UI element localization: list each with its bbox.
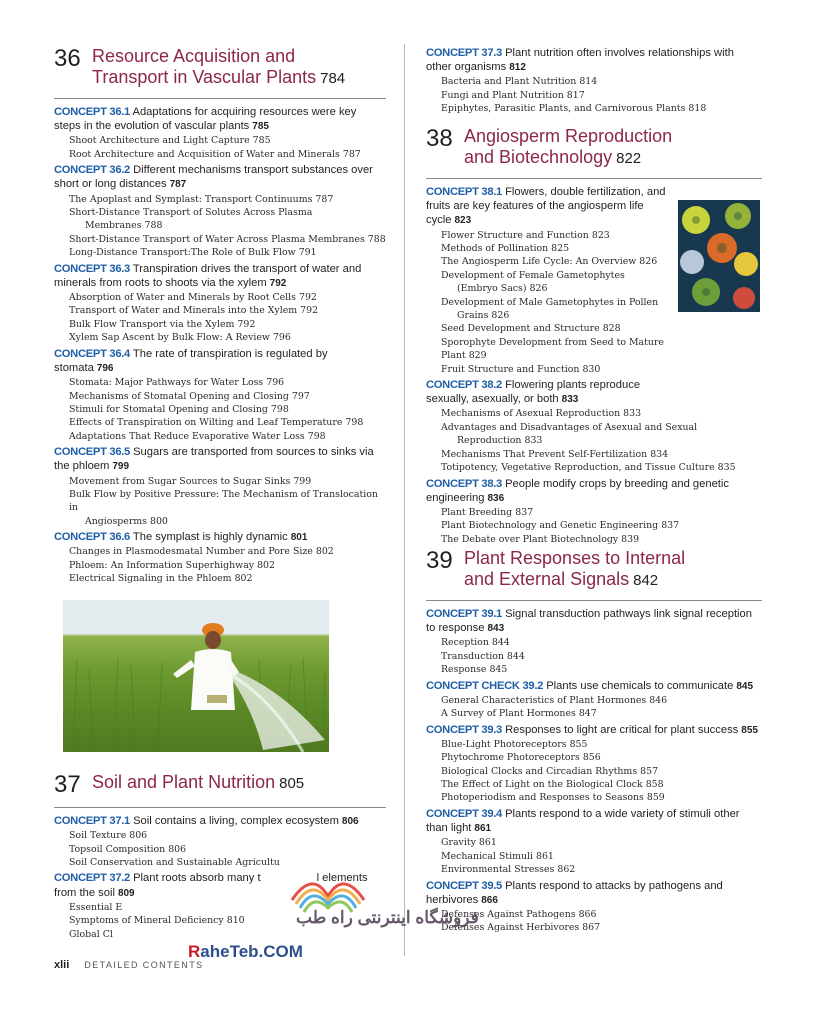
subtopic-entry (54, 430, 386, 443)
subtopic-title: Bulk Flow by Positive Pressure: The Mechanism of Translocation in (69, 488, 378, 514)
subtopic-page: 806 (129, 830, 148, 842)
subtopic-page: 844 (491, 637, 510, 649)
concept-page: 806 (341, 816, 359, 827)
subtopic-entry (426, 863, 762, 876)
subtopic-page: 856 (582, 752, 601, 764)
concept-title: Transpiration drives the transport of water and minerals from roots to shoots via the xylem (54, 262, 362, 289)
subtopic-title: Movement from Sugar Sources to Sugar Sinks (69, 475, 291, 487)
subtopic-title: Mechanisms That Prevent Self-Fertilization (441, 448, 648, 460)
chapter-heading (426, 548, 762, 591)
subtopic-title: Symptoms of Mineral Deficiency (69, 915, 224, 927)
chapter-rule (426, 600, 762, 601)
subtopic-page: 796 (266, 377, 285, 389)
concept-entry (426, 723, 762, 738)
concept-label: CONCEPT 38.3 (426, 477, 502, 490)
subtopic-title: Soil Texture (69, 830, 127, 842)
subtopic-page: 858 (645, 779, 664, 791)
watermark-url-initial: R (188, 942, 201, 961)
subtopic-page: 829 (468, 350, 487, 362)
subtopic-page: 800 (150, 515, 168, 527)
subtopic-page: 785 (252, 135, 271, 147)
chapter-page: 805 (279, 775, 305, 792)
subtopic-page: 799 (293, 475, 312, 487)
concept-title: Adaptations for acquiring resources were key steps in the evolution of vascular plants (54, 106, 357, 133)
chapter-title (92, 46, 345, 89)
subtopic-title: Methods of Pollination (441, 243, 549, 255)
concept-title: Responses to light are critical for plant success (505, 723, 739, 736)
subtopic-entry (54, 134, 386, 147)
concept-title: Plant nutrition often involves relationships with other organisms (426, 47, 734, 74)
subtopic-entry (54, 843, 386, 856)
concept-page: 833 (561, 394, 579, 406)
chapter-title-last-line (464, 147, 672, 169)
subtopic-entry (54, 304, 386, 317)
concept-label: CONCEPT 36.3 (54, 262, 130, 275)
subtopic-page: 814 (579, 76, 598, 88)
subtopic-title: Advantages and Disadvantages of Asexual and Sexual (441, 421, 698, 433)
subtopic-continuation (69, 515, 386, 528)
subtopic-title: General Characteristics of Plant Hormones (441, 694, 647, 706)
subtopic-entry (426, 89, 762, 102)
chapter-rule (426, 178, 762, 179)
concept-37-3-block (426, 44, 762, 116)
subtopic-title: Plant Biotechnology and Genetic Engineering (441, 520, 659, 532)
footer-label: DETAILED CONTENTS (84, 960, 204, 970)
subtopic-entry (426, 778, 762, 791)
subtopic-entry (54, 318, 386, 331)
subtopic-title: Phloem: An Information Superhighway (69, 559, 255, 571)
chapter-36-block (54, 46, 386, 586)
subtopic-title: Mechanisms of Asexual Reproduction (441, 408, 621, 420)
concept-entry (54, 262, 386, 291)
subtopic-entry (426, 650, 762, 663)
concept-page: 823 (454, 215, 472, 227)
subtopic-entry (426, 791, 762, 804)
concept-page: 785 (252, 121, 269, 133)
concept-page: 799 (112, 461, 130, 473)
chapter-page: 822 (616, 150, 642, 167)
subtopic-page: 839 (621, 533, 640, 545)
concept-label: CONCEPT 36.2 (54, 164, 130, 177)
chapter-39-block (426, 548, 762, 935)
subtopic-page: 823 (591, 229, 610, 241)
subtopic-title: Shoot Architecture and Light Capture (69, 135, 250, 147)
chapter-38-block (426, 126, 762, 546)
subtopic-page: 857 (640, 765, 659, 777)
subtopic-title: Environmental Stresses (441, 864, 555, 876)
subtopic-title: Response (441, 664, 487, 676)
subtopic-title: Topsoil Composition (69, 843, 166, 855)
chapter-rule (54, 98, 386, 99)
concept-title: Soil contains a living, complex ecosystem (133, 815, 339, 827)
concept-title: Plants respond to attacks by pathogens and herbivores (426, 879, 723, 906)
subtopic-entry (54, 233, 386, 246)
chapter-heading (54, 772, 386, 798)
concept-page: 796 (96, 362, 114, 374)
subtopic-title: Bulk Flow Transport via the Xylem (69, 318, 235, 330)
subtopic-page: 798 (270, 403, 289, 415)
subtopic-page: 866 (578, 908, 597, 920)
chapter-title-line: Resource Acquisition and (92, 46, 296, 66)
subtopic-title: Electrical Signaling in the Phloem (69, 573, 232, 585)
subtopic-title: Mechanisms of Stomatal Opening and Closing (69, 390, 289, 402)
concept-label: CONCEPT 37.2 (54, 872, 130, 885)
concept-entry (426, 185, 674, 229)
subtopic-page: 818 (688, 103, 707, 115)
subtopic-title: Defenses Against Pathogens (441, 908, 576, 920)
subtopic-title: Seed Development and Structure (441, 323, 600, 335)
concept-label: CONCEPT 39.5 (426, 879, 502, 892)
subtopic-page: 802 (257, 559, 275, 571)
subtopic-entry (426, 519, 762, 532)
concept-page: 845 (736, 680, 754, 692)
subtopic-title: Mechanical Stimuli (441, 850, 533, 862)
concept-page: 801 (290, 532, 308, 544)
subtopic-entry (426, 242, 689, 255)
subtopic-entry (426, 269, 689, 296)
concept-label: CONCEPT 36.6 (54, 531, 130, 544)
chapter-title-last-line (92, 67, 345, 89)
concept-label: CONCEPT 38.2 (426, 379, 502, 392)
chapter-number: 38 (426, 125, 453, 152)
subtopic-entry (54, 148, 386, 161)
subtopic-page: 826 (529, 283, 548, 295)
subtopic-title: Fungi and Plant Nutrition (441, 89, 564, 101)
subtopic-title: Adaptations That Reduce Evaporative Water Loss (69, 430, 305, 442)
subtopic-page: 859 (646, 792, 665, 804)
concept-entry (426, 378, 674, 407)
subtopic-entry (426, 533, 762, 546)
subtopic-entry (54, 403, 386, 416)
subtopic-page: 830 (582, 363, 601, 375)
subtopic-page: 791 (298, 247, 317, 259)
subtopic-page: 797 (291, 390, 310, 402)
subtopic-title: The Angiosperm Life Cycle: An Overview (441, 256, 637, 268)
subtopic-entry (426, 694, 762, 707)
subtopic-entry (54, 376, 386, 389)
subtopic-entry (426, 506, 762, 519)
subtopic-page: 792 (298, 292, 317, 304)
subtopic-title: Sporophyte Development from Seed to Mature Plant (441, 336, 664, 362)
chapter-title (92, 772, 304, 794)
concept-title: Plants respond to a wide variety of stimuli other than light (426, 807, 740, 835)
subtopic-title: Photoperiodism and Responses to Seasons (441, 792, 644, 804)
concept-label: CONCEPT 37.3 (426, 47, 502, 59)
subtopic-page: 810 (226, 915, 245, 927)
concept-entry (54, 530, 386, 545)
subtopic-page: 828 (602, 323, 621, 335)
subtopic-page: 845 (489, 664, 508, 676)
watermark-url (188, 942, 303, 962)
subtopic-title: Totipotency, Vegetative Reproduction, and Tissue Culture (441, 462, 715, 474)
subtopic-entry (426, 836, 762, 849)
subtopic-page: 826 (491, 310, 510, 322)
chapter-number: 39 (426, 547, 453, 574)
subtopic-continuation-text: Grains (457, 310, 489, 322)
concept-title: Plant roots absorb many t (133, 872, 261, 885)
subtopic-title: The Debate over Plant Biotechnology (441, 533, 619, 545)
concept-label: CONCEPT 39.3 (426, 723, 502, 736)
chapter-title-line: Plant Responses to Internal (464, 548, 686, 568)
subtopic-title: The Apoplast and Symplast: Transport Continuums (69, 193, 313, 205)
subtopic-continuation (441, 434, 762, 447)
subtopic-page: 798 (307, 430, 326, 442)
subtopic-title: Phytochrome Photoreceptors (441, 752, 580, 764)
subtopic-page: 792 (237, 318, 256, 330)
subtopic-entry (426, 322, 689, 335)
subtopic-entry (54, 416, 386, 429)
subtopic-page: 787 (342, 148, 361, 160)
farmer-field-photo (63, 600, 329, 752)
concept-entry (54, 814, 386, 829)
subtopic-continuation-text: (Embryo Sacs) (457, 283, 527, 295)
subtopic-entry (426, 707, 762, 720)
subtopic-page: 861 (478, 837, 497, 849)
chapter-heading (54, 46, 386, 89)
concept-page: 792 (269, 277, 287, 289)
chapter-title (464, 548, 685, 591)
chapter-title-line: Angiosperm Reproduction (464, 126, 673, 146)
concept-title: Flowering plants reproduce sexually, asexually, or both (426, 379, 641, 406)
concept-entry (54, 347, 386, 376)
subtopic-title: Stomata: Major Pathways for Water Loss (69, 377, 264, 389)
subtopic-entry (426, 363, 689, 376)
subtopic-page: 837 (661, 520, 680, 532)
subtopic-page: 826 (639, 256, 658, 268)
concept-entry (426, 477, 762, 506)
concept-page: 809 (117, 887, 135, 899)
subtopic-page: 787 (315, 193, 334, 205)
subtopic-title: Short-Distance Transport of Solutes Across Plasma (69, 207, 313, 219)
subtopic-page: 802 (234, 573, 253, 585)
subtopic-page: 817 (566, 89, 585, 101)
subtopic-title: Transport of Water and Minerals into the Xylem (69, 305, 298, 317)
chapter-heading (426, 126, 762, 169)
subtopic-page: 847 (578, 708, 597, 720)
subtopic-continuation (441, 282, 689, 295)
subtopic-entry (54, 206, 386, 233)
subtopic-page: 825 (551, 243, 570, 255)
subtopic-entry (426, 407, 762, 420)
subtopic-page: 846 (649, 694, 668, 706)
concept-entry (426, 46, 762, 75)
concept-label: CONCEPT CHECK 39.2 (426, 679, 544, 692)
subtopic-page: 833 (623, 408, 642, 420)
concept-title: Sugars are transported from sources to sinks via the phloem (54, 446, 374, 473)
subtopic-entry (426, 636, 762, 649)
subtopic-entry (426, 751, 762, 764)
subtopic-title: Short-Distance Transport of Water Across Plasma Membranes (69, 233, 365, 245)
concept-title: The rate of transpiration is regulated by stomata (54, 347, 328, 374)
subtopic-entry (54, 246, 386, 259)
concept-page: 836 (487, 492, 505, 504)
subtopic-entry (426, 850, 762, 863)
subtopic-title: Transduction (441, 650, 504, 662)
subtopic-entry (54, 390, 386, 403)
subtopic-entry (426, 421, 762, 448)
concept-label: CONCEPT 36.4 (54, 347, 130, 360)
subtopic-page: 788 (367, 233, 386, 245)
subtopic-entry (426, 738, 762, 751)
chapter-title-line: Soil and Plant Nutrition (92, 772, 276, 792)
subtopic-continuation (69, 219, 386, 232)
subtopic-entry (426, 229, 689, 242)
concept-label: CONCEPT 39.1 (426, 608, 502, 620)
subtopic-page: 861 (536, 850, 554, 862)
chapter-title (464, 126, 672, 169)
subtopic-title: Xylem Sap Ascent by Bulk Flow: A Review (69, 332, 270, 344)
subtopic-title: Flower Structure and Function (441, 229, 589, 241)
subtopic-title: Gravity (441, 837, 476, 849)
concept-title: The symplast is highly dynamic (132, 531, 288, 544)
subtopic-title: Soil Conservation and Sustainable Agricultu (69, 857, 280, 869)
concept-entry (426, 879, 762, 908)
concept-entry (54, 163, 386, 192)
subtopic-entry (54, 475, 386, 488)
subtopic-page: 835 (717, 462, 736, 474)
concept-label: CONCEPT 38.1 (426, 186, 502, 198)
subtopic-entry (54, 193, 386, 206)
subtopic-title: Epiphytes, Parasitic Plants, and Carnivorous Plants (441, 103, 686, 115)
subtopic-title: Global Cl (69, 928, 113, 940)
chapter-page: 784 (320, 70, 346, 87)
subtopic-continuation-text: Membranes (85, 220, 142, 232)
subtopic-entry (426, 102, 762, 115)
subtopic-entry (426, 75, 762, 88)
subtopic-title: A Survey of Plant Hormones (441, 708, 576, 720)
subtopic-entry (54, 829, 386, 842)
subtopic-entry (426, 448, 762, 461)
concept-title-tail: l elements from the soil (54, 872, 368, 899)
concept-label: CONCEPT 36.5 (54, 446, 130, 459)
subtopic-entry (54, 331, 386, 344)
subtopic-page: 834 (650, 448, 669, 460)
subtopic-page: 837 (515, 506, 534, 518)
subtopic-title: Effects of Transpiration on Wilting and Leaf Temperature (69, 417, 343, 429)
subtopic-entry (426, 336, 689, 363)
chapter-number: 37 (54, 771, 81, 798)
subtopic-entry (54, 559, 386, 572)
subtopic-title: Long-Distance Transport:The Role of Bulk Flow (69, 247, 296, 259)
subtopic-title: Bacteria and Plant Nutrition (441, 76, 577, 88)
subtopic-page: 844 (506, 650, 525, 662)
chapter-title-last-line (464, 569, 685, 591)
subtopic-title: Blue-Light Photoreceptors (441, 738, 567, 750)
subtopic-page: 867 (582, 922, 601, 934)
page-footer (54, 959, 204, 971)
concept-entry (54, 105, 386, 134)
subtopic-page: 855 (569, 738, 588, 750)
concept-label: CONCEPT 36.1 (54, 106, 130, 118)
concept-page: 843 (487, 623, 505, 635)
concept-page: 861 (474, 823, 492, 835)
concept-entry (426, 607, 762, 636)
subtopic-page: 792 (300, 305, 319, 317)
concept-entry (426, 807, 762, 836)
subtopic-continuation-text: Reproduction (457, 435, 522, 447)
concept-entry (426, 679, 762, 694)
subtopic-entry (54, 488, 386, 528)
subtopic-page: 806 (168, 843, 187, 855)
subtopic-page: 802 (315, 546, 334, 558)
watermark-persian-text: فروشگاه اینترنتی راه طب (296, 908, 479, 927)
subtopic-page: 833 (524, 435, 543, 447)
subtopic-title: Changes in Plasmodesmatal Number and Pore Size (69, 546, 313, 558)
concept-title: Signal transduction pathways link signal reception to response (426, 608, 752, 635)
footer-page-number: xlii (54, 959, 70, 971)
subtopic-title: Absorption of Water and Minerals by Root Cells (69, 292, 296, 304)
subtopic-entry (426, 296, 689, 323)
subtopic-page: 798 (345, 417, 364, 429)
column-divider (404, 44, 405, 956)
subtopic-entry (426, 255, 689, 268)
chapter-rule (54, 807, 386, 808)
concept-label: CONCEPT 39.4 (426, 807, 502, 820)
subtopic-title: Defenses Against Herbivores (441, 922, 580, 934)
concept-title: Different mechanisms transport substances over short or long distances (54, 164, 373, 191)
concept-label: CONCEPT 37.1 (54, 815, 130, 827)
subtopic-page: 862 (557, 864, 576, 876)
subtopic-entry (54, 545, 386, 558)
subtopic-continuation-text: Angiosperms (85, 515, 147, 527)
chapter-title-line: and Biotechnology (464, 147, 613, 167)
chapter-title-line: Transport in Vascular Plants (92, 67, 317, 87)
subtopic-title: Biological Clocks and Circadian Rhythms (441, 765, 638, 777)
concept-page: 855 (741, 724, 758, 736)
subtopic-page: 788 (144, 220, 163, 232)
subtopic-page: 796 (272, 332, 291, 344)
subtopic-entry (426, 765, 762, 778)
subtopic-title: Development of Female Gametophytes (441, 269, 625, 281)
concept-title: Flowers, double fertilization, and fruits are key features of the angiosperm life cycle (426, 186, 666, 227)
subtopic-entry (426, 663, 762, 676)
chapter-title-line: and External Signals (464, 569, 630, 589)
chapter-number: 36 (54, 45, 81, 72)
subtopic-entry (426, 461, 762, 474)
concept-entry (54, 445, 386, 474)
subtopic-title: Root Architecture and Acquisition of Water and Minerals (69, 148, 340, 160)
concept-page: 787 (169, 179, 187, 191)
chapter-title-last-line (92, 772, 304, 794)
subtopic-title: Stimuli for Stomatal Opening and Closing (69, 403, 268, 415)
concept-title: People modify crops by breeding and genetic engineering (426, 477, 729, 504)
watermark-url-rest: aheTeb.COM (200, 942, 303, 961)
subtopic-title: Reception (441, 637, 489, 649)
concept-title: Plants use chemicals to communicate (546, 679, 734, 692)
subtopic-entry (54, 572, 386, 585)
subtopic-title: Development of Male Gametophytes in Pollen (441, 296, 659, 308)
subtopic-title: Essential E (69, 901, 123, 913)
chapter-page: 842 (633, 572, 659, 589)
concept-page: 812 (509, 62, 526, 74)
pollen-grains-photo (678, 200, 760, 312)
concept-page: 866 (481, 894, 498, 906)
subtopic-title: Fruit Structure and Function (441, 363, 580, 375)
subtopic-title: Plant Breeding (441, 506, 513, 518)
subtopic-title: The Effect of Light on the Biological Clock (441, 779, 643, 791)
subtopic-continuation (441, 309, 689, 322)
subtopic-entry (54, 291, 386, 304)
